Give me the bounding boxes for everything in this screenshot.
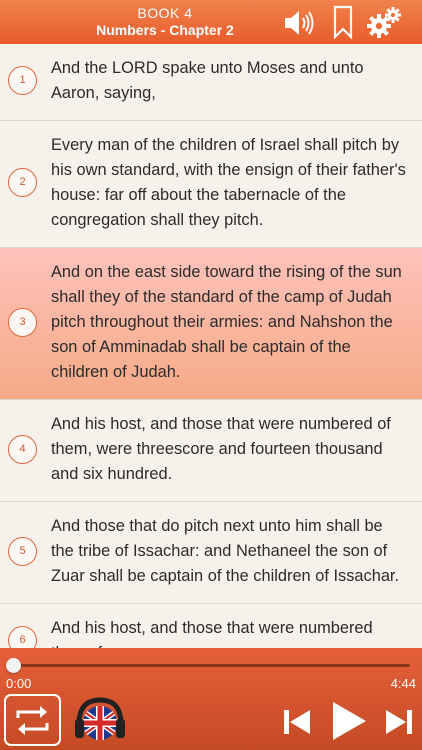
previous-icon[interactable]: [282, 708, 312, 736]
elapsed-time: 0:00: [6, 676, 32, 691]
verse-text: And his host, and those that were numbered of them, were threescore and fourteen thousand and six hundred.: [51, 415, 391, 483]
bookmark-icon[interactable]: [333, 5, 353, 39]
header-bar: [0, 0, 422, 44]
verse-row[interactable]: [0, 44, 422, 121]
total-duration: 4:44: [390, 676, 416, 691]
verse-number-badge: 1: [8, 66, 37, 95]
verse-row[interactable]: [0, 400, 422, 502]
verse-number-badge: 2: [8, 168, 37, 197]
verse-number-badge: 3: [8, 308, 37, 337]
verse-row[interactable]: [0, 502, 422, 604]
book-title: BOOK 4: [137, 5, 193, 21]
title-block: [0, 5, 330, 39]
audio-player: [0, 648, 422, 750]
verse-text: And on the east side toward the rising of the sun shall they of the standard of the camp of Judah pitch throughout their armies: and Nahshon the son of Amminadab shall be captain of the children of Judah.: [51, 263, 402, 381]
repeat-button[interactable]: [4, 694, 61, 746]
verse-row[interactable]: [0, 248, 422, 400]
verse-text: Every man of the children of Israel shall pitch by his own standard, with the ensign of their father's house: far off about the tabernacle of the congregation shall they pitch.: [51, 136, 406, 229]
verse-text: And those that do pitch next unto him shall be the tribe of Issachar: and Nethaneel the son of Zuar shall be captain of the children of Issachar.: [51, 517, 400, 585]
repeat-icon: [6, 696, 59, 744]
verse-list[interactable]: [0, 44, 422, 648]
play-icon[interactable]: [330, 700, 368, 742]
progress-track[interactable]: [8, 664, 410, 667]
verse-number-badge: 5: [8, 537, 37, 566]
progress-thumb[interactable]: [6, 658, 21, 673]
verse-text: And the LORD spake unto Moses and unto Aaron, saying,: [51, 59, 364, 102]
verse-number-badge: 4: [8, 435, 37, 464]
next-icon[interactable]: [384, 708, 414, 736]
uk-flag-headphones-icon[interactable]: [72, 694, 128, 748]
chapter-title: Numbers - Chapter 2: [96, 22, 234, 38]
settings-gear-icon[interactable]: [366, 5, 402, 39]
speaker-icon[interactable]: [283, 9, 317, 37]
verse-number-badge: 6: [8, 626, 37, 655]
verse-row[interactable]: [0, 121, 422, 248]
verse-text: And his host, and those that were numbered: [51, 619, 373, 637]
